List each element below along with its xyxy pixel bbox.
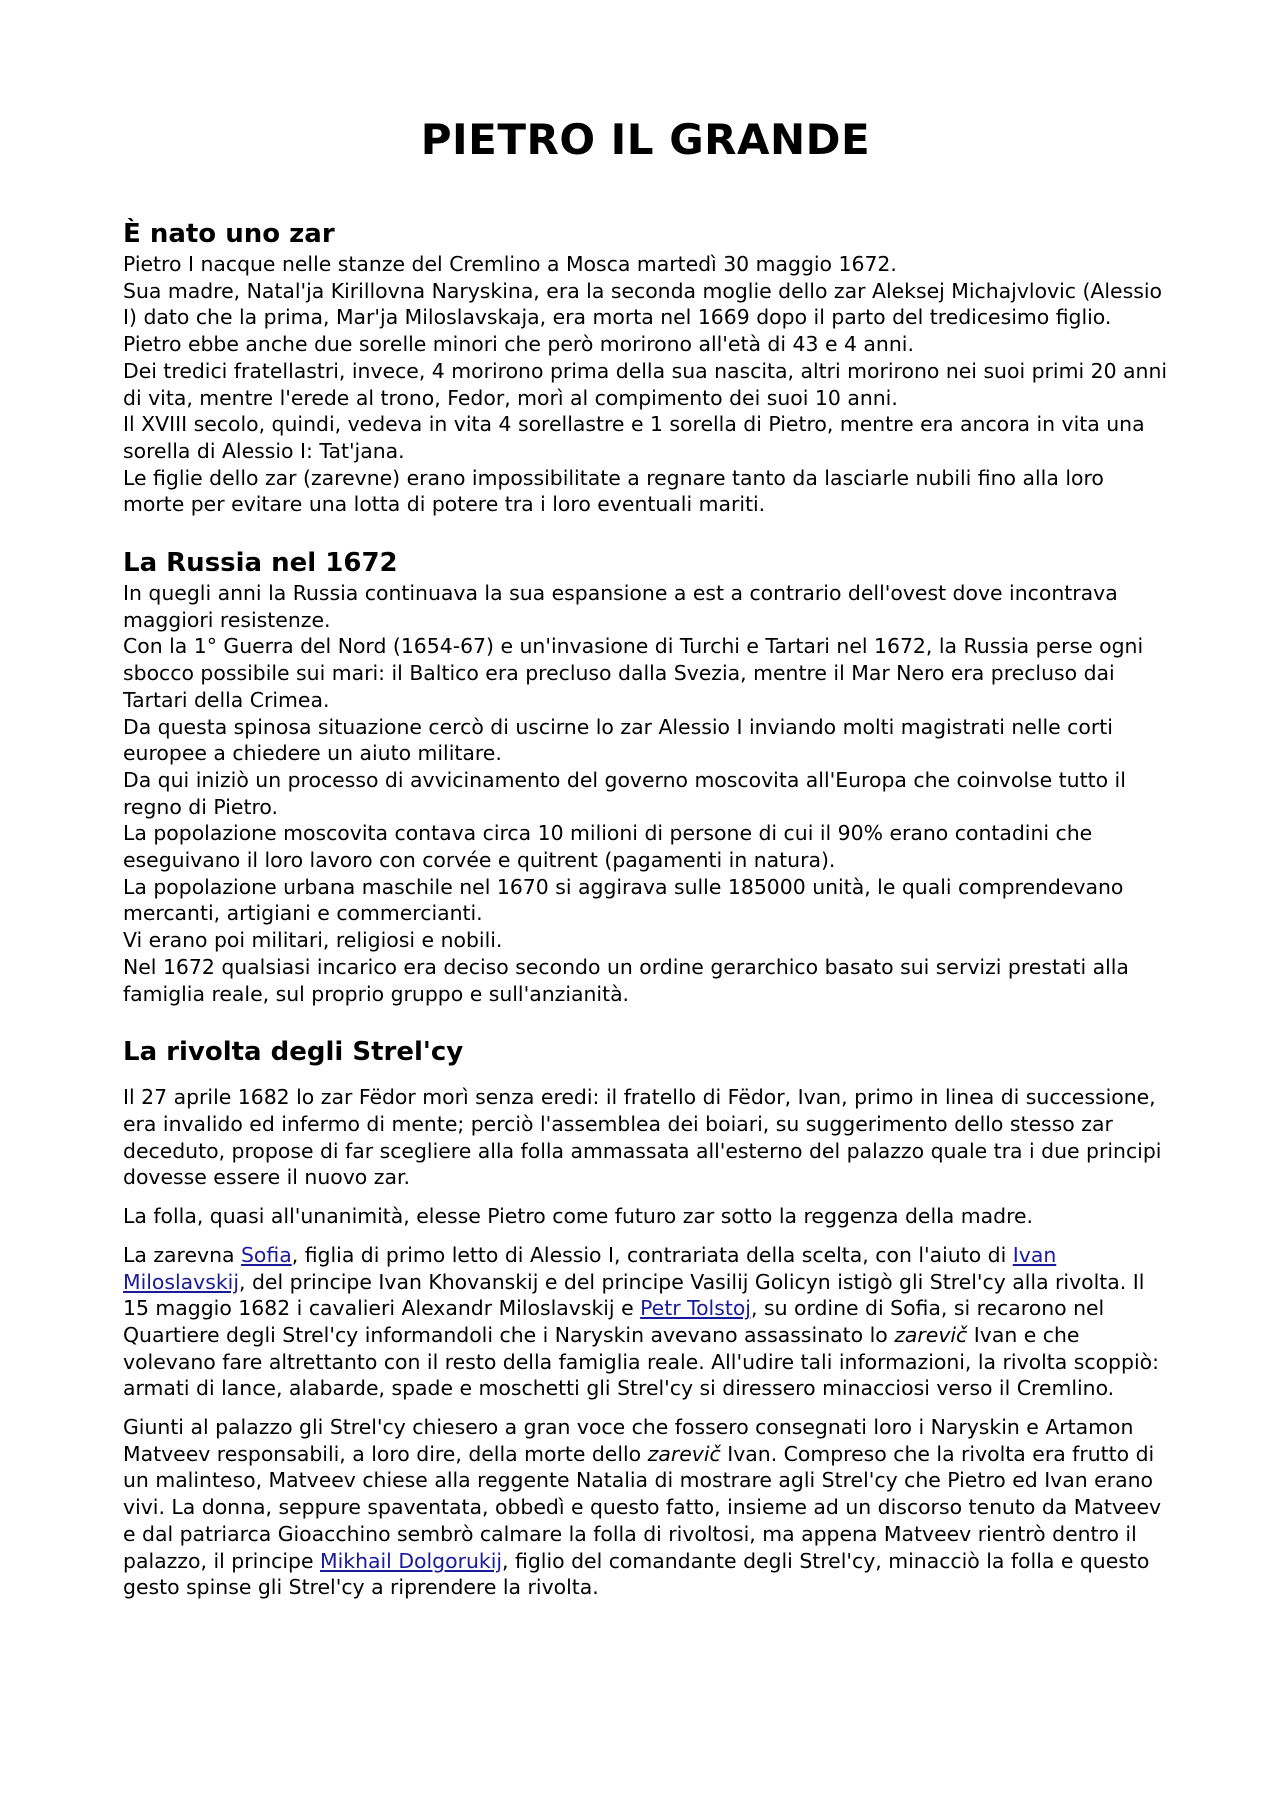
section-nascita [123,217,1168,518]
paragraph: Pietro I nacque nelle stanze del Cremlino a Mosca martedì 30 maggio 1672. [123,252,897,276]
link-petr-tolstoj[interactable]: Petr Tolstoj [640,1296,751,1321]
paragraph-palazzo [123,1414,1168,1601]
paragraph: La popolazione moscovita contava circa 10 milioni di persone di cui il 90% erano contadini che eseguivano il loro lavoro con corvée e quitrent (pagamenti in natura). [123,821,1093,873]
section-heading-russia: La Russia nel 1672 [123,548,398,579]
text-run: , del principe Ivan Khovanskij e del principe Vasilij Golicyn istigò gli Strel'cy alla rivolta. Il 15 maggio 1682 i cavalieri Alexandr Miloslavskij e [123,1269,1145,1321]
text-run: La zarevna [123,1242,241,1267]
paragraph: Dei tredici fratellastri, invece, 4 morirono prima della sua nascita, altri morirono nei suoi primi 20 anni di vita, mentre l'erede al trono, Fedor, morì al compimento dei suoi 10 anni. [123,358,1168,410]
text-run: , figlia di primo letto di Alessio I, contrariata della scelta, con l'aiuto di [291,1242,1013,1267]
paragraph: Con la 1° Guerra del Nord (1654-67) e un'invasione di Turchi e Tartari nel 1672, la Russia perse ogni sbocco possibile sui mari: il Baltico era precluso dalla Svezia, mentre il Mar Nero era precluso dai Tartari della Crimea. [123,634,1144,712]
paragraph: La popolazione urbana maschile nel 1670 si aggirava sulle 185000 unità, le quali comprendevano mercanti, artigiani e commercianti. [123,874,1124,926]
paragraph: Pietro ebbe anche due sorelle minori che però morirono all'età di 43 e 4 anni. [123,332,914,357]
document-page [123,115,1168,1613]
paragraph-zarevna-sofia [123,1242,1168,1402]
paragraph: La folla, quasi all'unanimità, elesse Pietro come futuro zar sotto la reggenza della madre. [123,1204,1034,1229]
text-run: Ivan e che volevano fare altrettanto con il resto della famiglia reale. All'udire tali informazioni, la rivolta scoppiò: armati di lance, alabarde, spade e moschetti gli Strel'cy si diressero minacciosi verso il Cremlino. [123,1322,1159,1401]
link-mikhail-dolgorukij[interactable]: Mikhail Dolgorukij [320,1548,503,1573]
section-heading-rivolta: La rivolta degli Strel'cy [123,1037,464,1068]
paragraph: Il XVIII secolo, quindi, vedeva in vita 4 sorellastre e 1 sorella di Pietro, mentre era ancora in vita una sorella di Alessio I: Tat'jana. [123,412,1145,463]
text-run: Ivan. Compreso che la rivolta era frutto di un malinteso, Matveev chiese alla reggente Natalia di mostrare agli Strel'cy che Pietro ed Ivan erano vivi. La donna, seppure spaventata, obbedì e questo fatto, insieme ad un discorso tenuto da Matveev e dal patriarca Gioacchino sembrò calmare la folla di rivoltosi, ma appena Matveev rientrò dentro il palazzo, il principe [123,1441,1162,1573]
paragraph: Sua madre, Natal'ja Kirillovna Naryskina, era la seconda moglie dello zar Aleksej Michajvlovic (Alessio I) dato che la prima, Mar'ja Miloslavskaja, era morta nel 1669 dopo il parto del tredicesimo figlio. [123,278,1162,330]
section-russia-1672 [123,546,1168,1007]
paragraph: Da questa spinosa situazione cercò di uscirne lo zar Alessio I inviando molti magistrati nelle corti europee a chiedere un aiuto militare. [123,714,1113,766]
paragraph: Le figlie dello zar (zarevne) erano impossibilitate a regnare tanto da lasciarle nubili fino alla loro morte per evitare una lotta di potere tra i loro eventuali mariti. [123,465,1104,517]
text-run: , su ordine di Sofia, si recarono nel Quartiere degli Strel'cy informandoli che i Naryskin avevano assassinato lo [123,1296,1105,1347]
paragraph: Da qui iniziò un processo di avvicinamento del governo moscovita all'Europa che coinvolse tutto il regno di Pietro. [123,767,1126,819]
paragraph: Il 27 aprile 1682 lo zar Fëdor morì senza eredi: il fratello di Fëdor, Ivan, primo in linea di successione, era invalido ed infermo di mente; perciò l'assemblea dei boiari, su suggerimento dello stesso zar deceduto, propose di far scegliere alla folla ammassata all'esterno del palazzo quale tra i due principi dovesse essere il nuovo zar. [123,1085,1162,1190]
text-run: , figlio del comandante degli Strel'cy, minacciò la folla e questo gesto spinse gli Strel'cy a riprendere la rivolta. [123,1548,1150,1600]
italic-term: zarevič [894,1322,968,1347]
section-heading-nascita: È nato uno zar [123,219,335,249]
link-ivan-miloslavskij[interactable]: Ivan Miloslavskij [123,1242,1057,1294]
link-sofia[interactable]: Sofia [240,1242,292,1267]
section-rivolta-strelcy [123,1035,1168,1601]
page-title: PIETRO IL GRANDE [420,115,871,164]
paragraph: In quegli anni la Russia continuava la sua espansione a est a contrario dell'ovest dove incontrava maggiori resistenze. [123,581,1118,632]
italic-term: zarevič [647,1441,721,1466]
paragraph: Vi erano poi militari, religiosi e nobili. [123,928,503,953]
text-run: Giunti al palazzo gli Strel'cy chiesero a gran voce che fossero consegnati loro i Naryskin e Artamon Matveev responsabili, a loro dire, della morte dello [123,1415,1134,1466]
paragraph: Nel 1672 qualsiasi incarico era deciso secondo un ordine gerarchico basato sui servizi prestati alla famiglia reale, sul proprio gruppo e sull'anzianità. [123,954,1129,1006]
